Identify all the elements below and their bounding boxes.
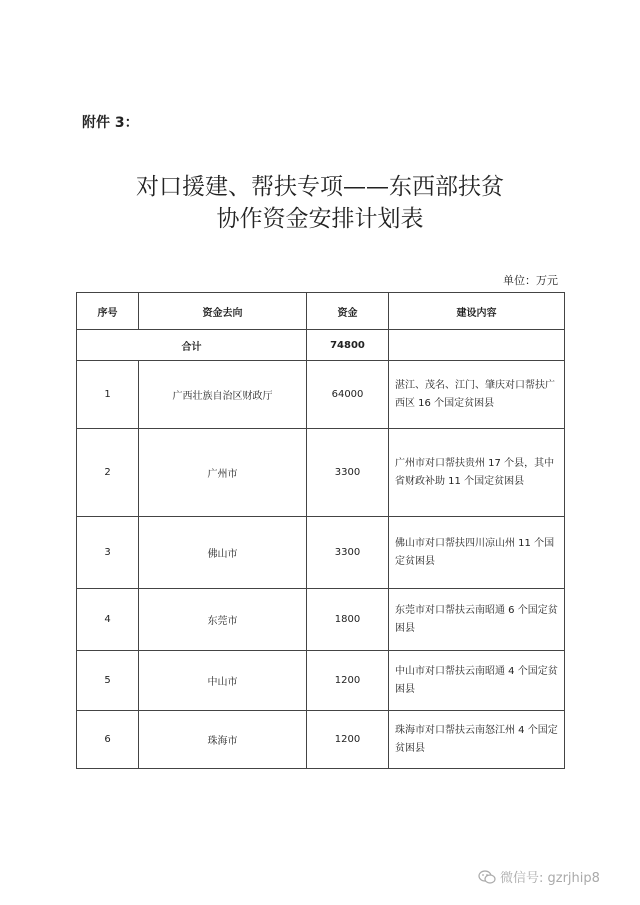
table-row (77, 517, 565, 589)
header-content: 建设内容 (389, 293, 565, 330)
row-no: 3 (77, 517, 139, 589)
row-content: 广州市对口帮扶贵州 17 个县，其中省财政补助 11 个国定贫困县 (389, 429, 565, 517)
header-no: 序号 (77, 293, 139, 330)
watermark-text: 微信号: gzrjhip8 (500, 871, 600, 886)
row-destination: 中山市 (139, 651, 307, 711)
row-no: 6 (77, 711, 139, 769)
row-no: 5 (77, 651, 139, 711)
header-destination: 资金去向 (139, 293, 307, 330)
wechat-icon (478, 870, 496, 884)
row-no: 4 (77, 589, 139, 651)
table-row (77, 651, 565, 711)
total-label: 合计 (77, 330, 307, 361)
row-destination: 东莞市 (139, 589, 307, 651)
total-content (389, 330, 565, 361)
table-row (77, 429, 565, 517)
row-content: 中山市对口帮扶云南昭通 4 个国定贫困县 (389, 651, 565, 711)
total-amount: 74800 (307, 330, 389, 361)
table-row (77, 361, 565, 429)
document-title-line1: 对口援建、帮扶专项——东西部扶贫 (136, 174, 504, 200)
total-row (77, 330, 565, 361)
row-destination: 广州市 (139, 429, 307, 517)
row-amount: 3300 (307, 517, 389, 589)
row-no: 1 (77, 361, 139, 429)
row-destination: 广西壮族自治区财政厅 (139, 361, 307, 429)
attachment-label: 附件 3： (82, 115, 139, 131)
row-content: 佛山市对口帮扶四川凉山州 11 个国定贫困县 (389, 517, 565, 589)
row-amount: 64000 (307, 361, 389, 429)
row-content: 湛江、茂名、江门、肇庆对口帮扶广西区 16 个国定贫困县 (389, 361, 565, 429)
header-amount: 资金 (307, 293, 389, 330)
table-row (77, 589, 565, 651)
row-destination: 珠海市 (139, 711, 307, 769)
row-content: 东莞市对口帮扶云南昭通 6 个国定贫困县 (389, 589, 565, 651)
table-header-row (77, 293, 565, 330)
fund-allocation-table (76, 292, 565, 769)
unit-label: 单位：万元 (503, 274, 558, 287)
table-row (77, 711, 565, 769)
row-amount: 1800 (307, 589, 389, 651)
row-amount: 1200 (307, 651, 389, 711)
row-no: 2 (77, 429, 139, 517)
document-title-line2: 协作资金安排计划表 (216, 206, 424, 232)
row-amount: 1200 (307, 711, 389, 769)
row-content: 珠海市对口帮扶云南怒江州 4 个国定贫困县 (389, 711, 565, 769)
wechat-watermark (478, 867, 600, 886)
row-amount: 3300 (307, 429, 389, 517)
row-destination: 佛山市 (139, 517, 307, 589)
